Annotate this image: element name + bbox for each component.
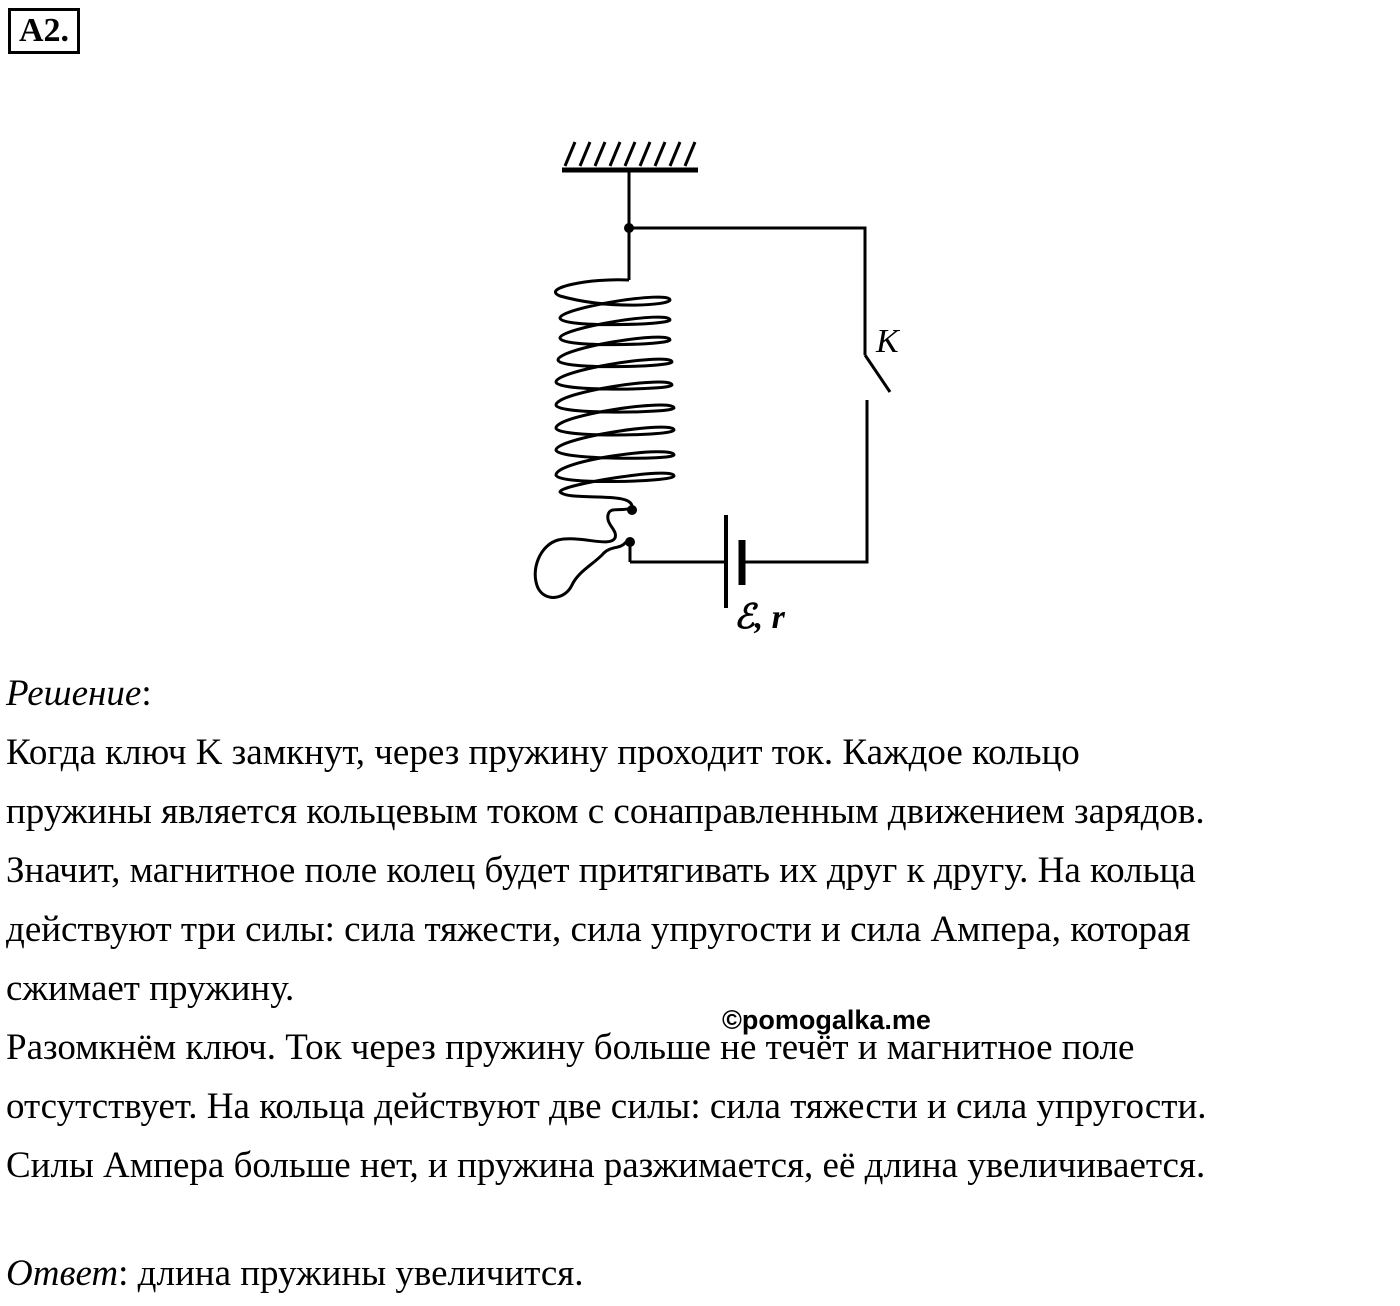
solution-line-5: сжимает пружину.: [6, 968, 295, 1009]
circuit-wires: [629, 170, 890, 562]
answer-line: [6, 1244, 584, 1303]
solution-line-4: действуют три силы: сила тяжести, сила упругости и сила Ампера, которая: [6, 909, 1191, 950]
solution-heading: Решение: [6, 673, 142, 714]
answer-text: : длина пружины увеличится.: [118, 1253, 584, 1294]
watermark: ©pomogalka.me: [722, 1005, 931, 1035]
solution-heading-colon: :: [141, 673, 152, 714]
source-label: ℰ, r: [734, 599, 785, 636]
solution-line-7: отсутствует. На кольца действуют две силы: сила тяжести и сила упругости.: [6, 1086, 1207, 1127]
problem-number-label: A2.: [8, 8, 80, 54]
battery-symbol: [726, 515, 742, 608]
solution-line-6: Разомкнём ключ. Ток через пружину больше не течёт и магнитное поле: [6, 1027, 1135, 1068]
ceiling-support: [562, 142, 698, 170]
answer-heading: Ответ: [6, 1253, 119, 1294]
solution-heading-line: [6, 664, 1396, 723]
solution-line-8: Силы Ампера больше нет, и пружина разжимается, её длина увеличивается.: [6, 1145, 1206, 1186]
solution-text: [6, 664, 1396, 1195]
solution-line-1: Когда ключ K замкнут, через пружину проходит ток. Каждое кольцо: [6, 732, 1080, 773]
spring-coil: [555, 280, 674, 508]
circuit-diagram: [520, 130, 940, 650]
solution-line-3: Значит, магнитное поле колец будет притягивать их друг к другу. На кольца: [6, 850, 1196, 891]
solution-line-2: пружины является кольцевым током с сонаправленным движением зарядов.: [6, 791, 1205, 832]
switch-label: K: [876, 323, 899, 360]
loose-wire: [535, 508, 632, 597]
